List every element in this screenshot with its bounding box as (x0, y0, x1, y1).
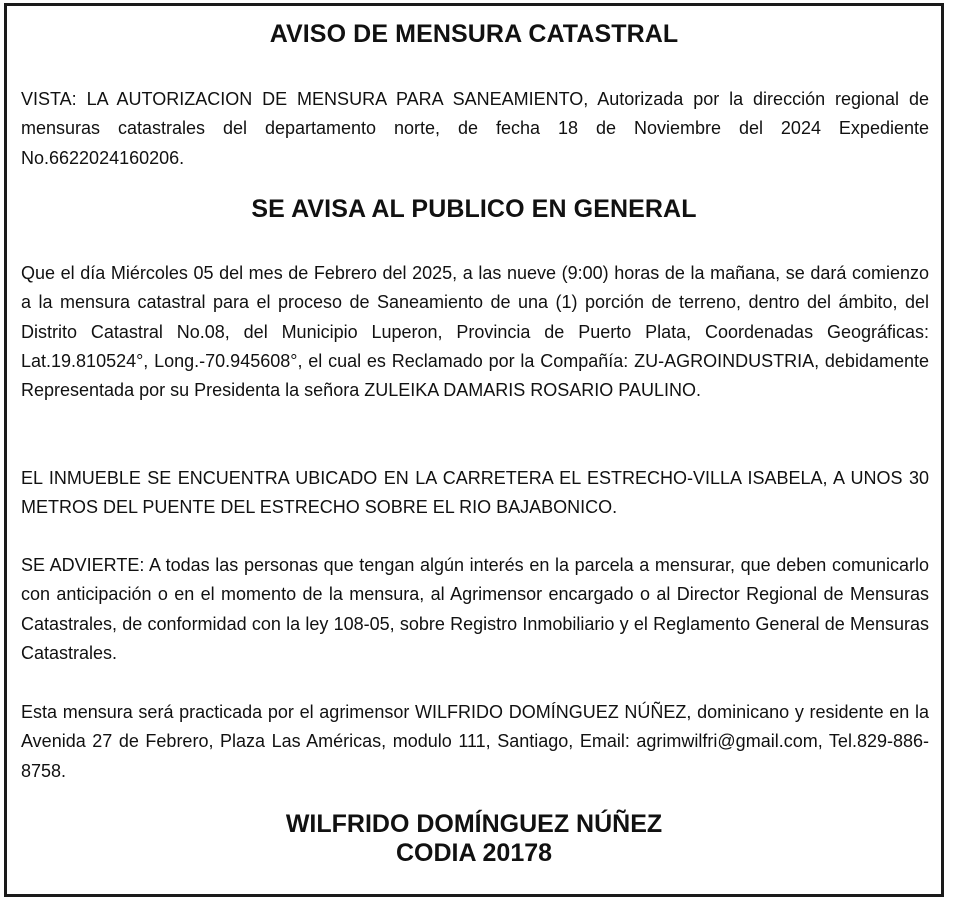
body-paragraph-surveyor: Esta mensura será practicada por el agrimensor WILFRIDO DOMÍNGUEZ NÚÑEZ, dominicano y residente en la Avenida 27 de Febrero, Plaza Las Américas, modulo 111, Santiago, Email: agrimwilfri@gmail.com, Tel.829-886-8758. (21, 702, 929, 781)
body-paragraph-location: EL INMUEBLE SE ENCUENTRA UBICADO EN LA CARRETERA EL ESTRECHO-VILLA ISABELA, A UNOS 30 METROS DEL PUENTE DEL ESTRECHO SOBRE EL RIO BAJABONICO. (21, 468, 929, 518)
body-paragraph-warning: SE ADVIERTE: A todas las personas que tengan algún interés en la parcela a mensurar, que deben comunicarlo con anticipación o en el momento de la mensura, al Agrimensor encargado o al Director Regional de Mensuras Catastrales, de conformidad con la ley 108-05, sobre Registro Inmobiliario y el Reglamento General de Mensuras Catastrales. (21, 555, 929, 663)
body-paragraph-schedule: Que el día Miércoles 05 del mes de Febrero del 2025, a las nueve (9:00) horas de la mañana, se dará comienzo a la mensura catastral para el proceso de Saneamiento de una (1) porción de terreno, dentro del ámbito, del Distrito Catastral No.08, del Municipio Luperon, Provincia de Puerto Plata, Coordenadas Geográficas: Lat.19.810524°, Long.-70.945608°, el cual es Reclamado por la Compañía: ZU-AGROINDUSTRIA, debidamente Representada por su Presidenta la señora ZULEIKA DAMARIS ROSARIO PAULINO. (21, 263, 929, 401)
signature-codia: CODIA 20178 (395, 839, 553, 867)
notice-subtitle: SE AVISA AL PUBLICO EN GENERAL (251, 195, 697, 223)
notice-title: AVISO DE MENSURA CATASTRAL (269, 20, 679, 48)
signature-block (7, 810, 941, 868)
vista-paragraph: VISTA: LA AUTORIZACION DE MENSURA PARA SANEAMIENTO, Autorizada por la dirección regional de mensuras catastrales del departamento norte, de fecha 18 de Noviembre del 2024 Expediente No.6622024160206. (21, 89, 929, 168)
notice-frame (4, 3, 944, 897)
signature-name: WILFRIDO DOMÍNGUEZ NÚÑEZ (285, 810, 663, 838)
